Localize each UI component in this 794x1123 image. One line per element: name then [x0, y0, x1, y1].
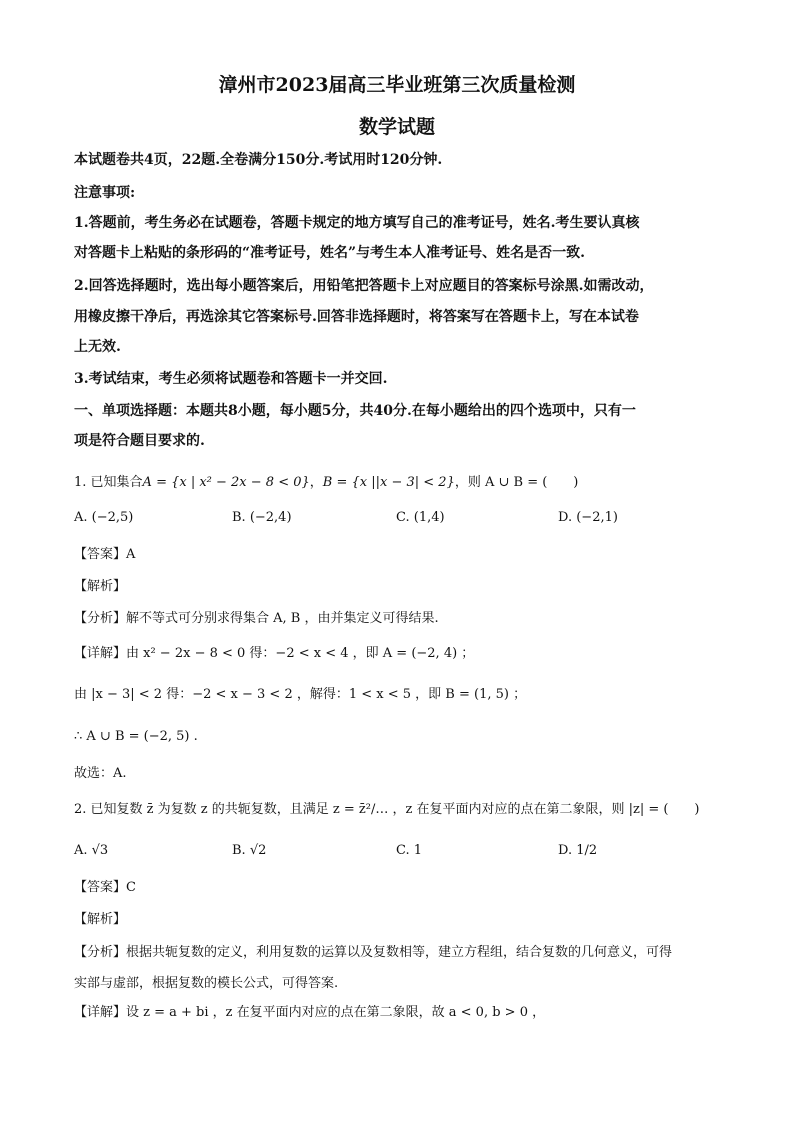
q1-jiexi: 【解析】 [74, 579, 127, 594]
q2-analysis-2: 实部与虚部，根据复数的模长公式，可得答案. [74, 976, 339, 991]
notice-3: 3.考试结束，考生必须将试题卷和答题卡一并交回. [74, 371, 388, 387]
q1-answer: 【答案】A [74, 547, 136, 562]
page-subtitle: 数学试题 [358, 116, 435, 138]
notice-1a: 1.答题前，考生务必在试题卷，答题卡规定的地方填写自己的准考证号，姓名.考生要认真核 [74, 215, 640, 231]
q1-option-b: B. (−2,4) [232, 510, 292, 525]
q1-set-a: A = {x | x² − 2x − 8 < 0} [142, 475, 310, 490]
notice-1b: 对答题卡上粘贴的条形码的“准考证号，姓名”与考生本人准考证号、姓名是否一致. [74, 245, 585, 261]
q2-jiexi: 【解析】 [74, 912, 127, 927]
q2-detail-1: 【详解】设 z = a + bi ，z 在复平面内对应的点在第二象限，故 a < 0, b > 0 ， [74, 1005, 546, 1020]
q1-detail-2: 由 |x − 3| < 2 得：−2 < x − 3 < 2 ，解得：1 < x < 5 ，即 B = (1, 5) ； [74, 687, 527, 702]
intro-line: 本试题卷共4页，22题.全卷满分150分.考试用时120分钟. [74, 152, 443, 168]
section-1b: 项是符合题目要求的. [74, 433, 205, 449]
q1-stem-post: ，则 A ∪ B = ( ) [454, 475, 579, 490]
q2-answer: 【答案】C [74, 880, 136, 895]
q1-comma: ， [309, 475, 323, 490]
q1-option-a: A. (−2,5) [74, 510, 134, 525]
q1-stem-pre: 1. 已知集合 [74, 475, 143, 490]
q1-detail-3: ∴ A ∪ B = (−2, 5) . [74, 729, 198, 744]
q1-stem [74, 474, 734, 492]
q2-option-c: C. 1 [396, 843, 423, 858]
q2-option-b: B. √2 [232, 843, 267, 858]
notice-2c: 上无效. [74, 339, 121, 355]
q2-option-d: D. 1/2 [558, 843, 598, 858]
q2-analysis-1: 【分析】根据共轭复数的定义，利用复数的运算以及复数相等，建立方程组，结合复数的几何意义，可得 [74, 945, 673, 960]
q2-option-a: A. √3 [74, 843, 109, 858]
q1-set-b: B = {x ||x − 3| < 2} [322, 475, 455, 490]
page-title: 漳州市2023届高三毕业班第三次质量检测 [218, 74, 576, 96]
q2-stem: 2. 已知复数 z̄ 为复数 z 的共轭复数，且满足 z = z̄²/… ，z 在复平面内对应的点在第二象限，则 |z| = ( ) [74, 802, 700, 817]
q1-analysis: 【分析】解不等式可分别求得集合 A, B ，由并集定义可得结果. [74, 611, 439, 626]
notice-2b: 用橡皮擦干净后，再选涂其它答案标号.回答非选择题时，将答案写在答题卡上，写在本试卷 [74, 309, 639, 325]
q1-choice: 故选：A. [74, 766, 127, 781]
notice-heading: 注意事项: [74, 185, 136, 201]
q1-option-c: C. (1,4) [396, 510, 445, 525]
q1-detail-1: 【详解】由 x² − 2x − 8 < 0 得：−2 < x < 4 ，即 A = (−2, 4) ； [74, 646, 475, 661]
q1-option-d: D. (−2,1) [558, 510, 618, 525]
notice-2a: 2.回答选择题时，选出每小题答案后，用铅笔把答题卡上对应题目的答案标号涂黑.如需改动， [74, 278, 654, 294]
section-1a: 一、单项选择题：本题共8小题，每小题5分，共40分.在每小题给出的四个选项中，只有一 [74, 403, 636, 419]
